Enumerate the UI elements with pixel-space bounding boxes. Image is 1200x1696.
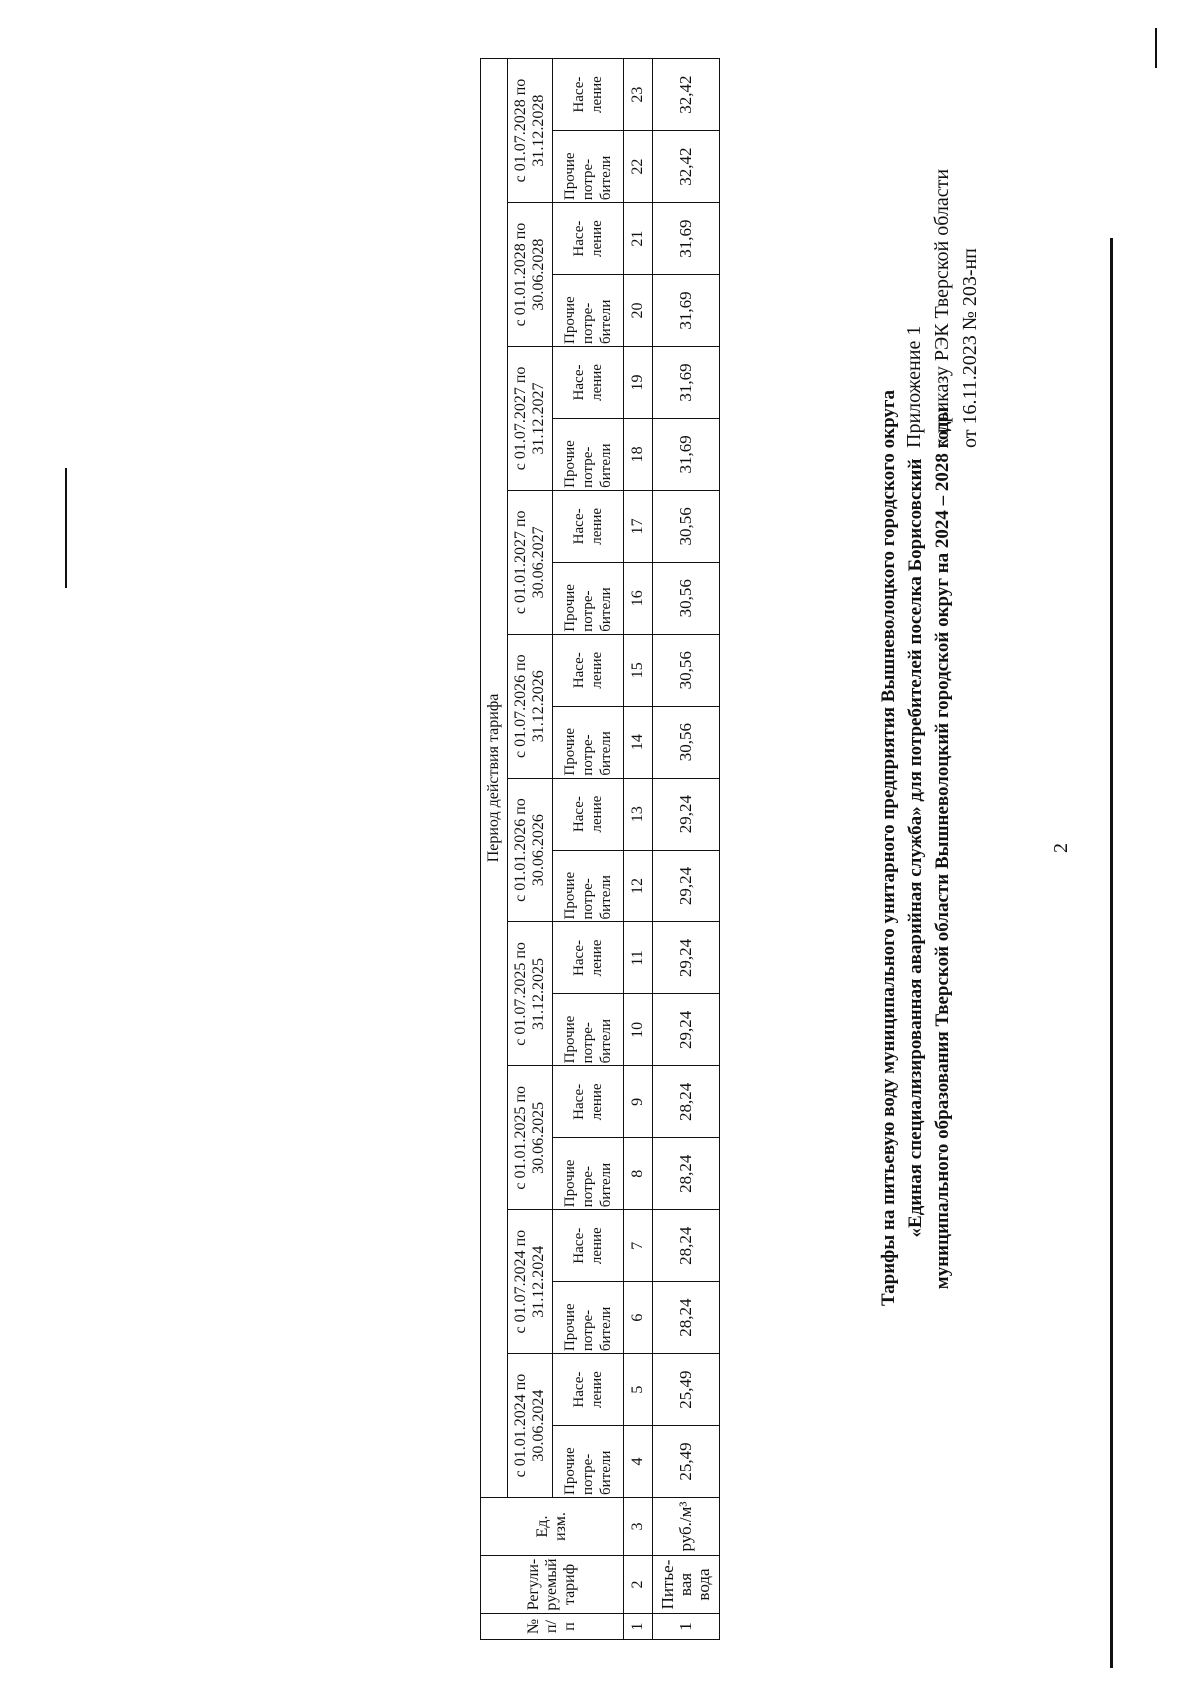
- header-group-population: Насе-ление: [553, 347, 624, 419]
- column-number: 14: [624, 706, 653, 778]
- header-no: № п/п: [481, 1614, 624, 1640]
- column-number: 2: [624, 1556, 653, 1614]
- tariff-value: 31,69: [653, 275, 720, 347]
- column-number: 3: [624, 1498, 653, 1556]
- column-number: 4: [624, 1426, 653, 1498]
- row-no: 1: [653, 1614, 720, 1640]
- title-line: «Единая специализированная аварийная служба» для потребителей поселка Борисовский: [905, 458, 926, 1238]
- tariff-value: 31,69: [653, 347, 720, 419]
- column-number: 23: [624, 59, 653, 131]
- title-line: Тарифы на питьевую воду муниципального унитарного предприятия Вышневолоцкого городского округа: [878, 389, 899, 1307]
- tariff-value: 30,56: [653, 490, 720, 562]
- header-group-other: Прочие потре-бители: [553, 418, 624, 490]
- column-number-row: [624, 59, 653, 1640]
- page-edge-line: [1110, 238, 1113, 1668]
- header-row-groups: [553, 59, 624, 1640]
- document-title: [875, 48, 956, 1648]
- tariff-value: 28,24: [653, 1066, 720, 1138]
- header-period: с 01.01.2028 по 30.06.2028: [508, 203, 553, 347]
- header-group-other: Прочие потре-бители: [553, 850, 624, 922]
- divider-line: [1155, 28, 1157, 68]
- column-number: 17: [624, 490, 653, 562]
- title-line: муниципального образования Тверской области Вышневолоцкий городской округ на 2024 – 2028 годы: [932, 406, 953, 1290]
- header-group-population: Насе-ление: [553, 1210, 624, 1282]
- column-number: 15: [624, 634, 653, 706]
- tariff-value: 31,69: [653, 418, 720, 490]
- header-unit: Ед. изм.: [481, 1498, 624, 1556]
- header-tariff: Регули-руемый тариф: [481, 1556, 624, 1614]
- column-number: 18: [624, 418, 653, 490]
- row-unit: руб./м³: [653, 1498, 720, 1556]
- appendix-line: к приказу РЭК Тверской области: [931, 168, 953, 448]
- header-period: с 01.01.2025 по 30.06.2025: [508, 1066, 553, 1210]
- header-group-population: Насе-ление: [553, 59, 624, 131]
- header-group-population: Насе-ление: [553, 1066, 624, 1138]
- header-period: с 01.07.2026 по 31.12.2026: [508, 634, 553, 778]
- header-period: с 01.01.2027 по 30.06.2027: [508, 490, 553, 634]
- column-number: 5: [624, 1354, 653, 1426]
- header-group-other: Прочие потре-бители: [553, 275, 624, 347]
- column-number: 16: [624, 562, 653, 634]
- header-group-population: Насе-ление: [553, 922, 624, 994]
- tariff-value: 29,24: [653, 922, 720, 994]
- header-row-caption: [481, 59, 508, 1640]
- page-number: 2: [1050, 843, 1072, 853]
- row-tariff: Питье-вая вода: [653, 1556, 720, 1614]
- appendix-line: от 16.11.2023 № 203-нп: [959, 248, 981, 448]
- document-sheet: [40, 28, 1160, 1668]
- header-group-other: Прочие потре-бители: [553, 1426, 624, 1498]
- header-group-other: Прочие потре-бители: [553, 131, 624, 203]
- tariff-value: 28,24: [653, 1282, 720, 1354]
- column-number: 7: [624, 1210, 653, 1282]
- column-number: 19: [624, 347, 653, 419]
- tariff-value: 28,24: [653, 1138, 720, 1210]
- divider-line: [65, 468, 67, 588]
- header-group-population: Насе-ление: [553, 1354, 624, 1426]
- tariff-value: 25,49: [653, 1354, 720, 1426]
- header-group-other: Прочие потре-бители: [553, 562, 624, 634]
- column-number: 13: [624, 778, 653, 850]
- column-number: 8: [624, 1138, 653, 1210]
- column-number: 22: [624, 131, 653, 203]
- header-group-other: Прочие потре-бители: [553, 706, 624, 778]
- header-group-population: Насе-ление: [553, 203, 624, 275]
- column-number: 9: [624, 1066, 653, 1138]
- tariff-value: 30,56: [653, 706, 720, 778]
- header-group-population: Насе-ление: [553, 634, 624, 706]
- tariff-value: 32,42: [653, 59, 720, 131]
- tariff-table-body: [481, 59, 720, 1640]
- header-group-other: Прочие потре-бители: [553, 1138, 624, 1210]
- tariff-value: 32,42: [653, 131, 720, 203]
- column-number: 12: [624, 850, 653, 922]
- tariff-value: 28,24: [653, 1210, 720, 1282]
- tariff-value: 25,49: [653, 1426, 720, 1498]
- tariff-table: [480, 58, 720, 1640]
- header-row-periods: [508, 59, 553, 1640]
- column-number: 1: [624, 1614, 653, 1640]
- table-row: [653, 59, 720, 1640]
- column-number: 20: [624, 275, 653, 347]
- header-period: с 01.07.2024 по 31.12.2024: [508, 1210, 553, 1354]
- appendix-line: Приложение 1: [903, 325, 925, 448]
- header-group-population: Насе-ление: [553, 778, 624, 850]
- column-number: 6: [624, 1282, 653, 1354]
- header-group-other: Прочие потре-бители: [553, 994, 624, 1066]
- column-number: 11: [624, 922, 653, 994]
- header-period: с 01.01.2024 по 30.06.2024: [508, 1354, 553, 1498]
- column-number: 10: [624, 994, 653, 1066]
- tariff-value: 29,24: [653, 778, 720, 850]
- header-period-caption: Период действия тарифа: [481, 59, 508, 1498]
- header-period: с 01.07.2025 по 31.12.2025: [508, 922, 553, 1066]
- column-number: 21: [624, 203, 653, 275]
- header-group-population: Насе-ление: [553, 490, 624, 562]
- header-group-other: Прочие потре-бители: [553, 1282, 624, 1354]
- header-period: с 01.07.2028 по 31.12.2028: [508, 59, 553, 203]
- tariff-value: 31,69: [653, 203, 720, 275]
- tariff-value: 30,56: [653, 562, 720, 634]
- tariff-value: 29,24: [653, 850, 720, 922]
- tariff-value: 30,56: [653, 634, 720, 706]
- tariff-value: 29,24: [653, 994, 720, 1066]
- header-period: с 01.01.2026 по 30.06.2026: [508, 778, 553, 922]
- header-period: с 01.07.2027 по 31.12.2027: [508, 347, 553, 491]
